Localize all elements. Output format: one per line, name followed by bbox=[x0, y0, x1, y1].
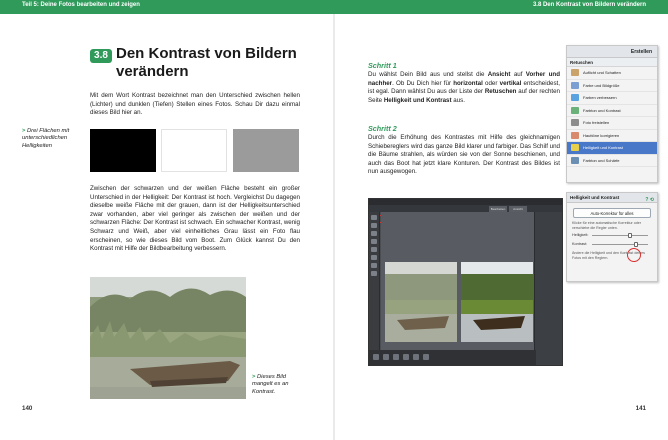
dialog-note: Ändere die Helligkeit und den Kontrast deines Fotos mit den Reglern. bbox=[572, 251, 645, 260]
panel-item-label: Farben verbessern bbox=[583, 95, 617, 101]
app-panels bbox=[534, 212, 562, 366]
panel-item-label: Hauttöne korrigieren bbox=[583, 132, 620, 138]
panel-item-label: Farbton und Kontrast bbox=[583, 107, 621, 113]
step-2-title: Schritt 2 bbox=[368, 124, 397, 133]
panel-item-label: Helligkeit und Kontrast bbox=[583, 145, 624, 151]
app-canvas bbox=[381, 212, 535, 352]
brightness-slider-knob[interactable] bbox=[628, 233, 632, 238]
contrast-slider-knob[interactable] bbox=[634, 242, 638, 247]
panel-item[interactable] bbox=[567, 80, 657, 93]
panel-item[interactable] bbox=[567, 67, 657, 80]
panel-item[interactable] bbox=[567, 130, 657, 143]
sidenote-swatches: > Drei Flächen mit unterschiedlichen Helligkeiten bbox=[22, 128, 82, 150]
retouch-icon bbox=[571, 107, 579, 114]
header-bar bbox=[0, 0, 668, 14]
panel-item-label: Farbe und Bildgröße bbox=[583, 82, 620, 88]
app-tabs bbox=[369, 205, 562, 212]
app-bottom-bar bbox=[369, 350, 536, 365]
sidenote-photo: > Dieses Bild mangelt es an Kontrast. bbox=[252, 374, 307, 396]
after-image bbox=[461, 262, 533, 342]
panel-item-label: Foto freistellen bbox=[583, 120, 610, 126]
panel-item[interactable] bbox=[567, 155, 657, 168]
step-2-text: Durch die Erhöhung des Kontrastes mit Hilfe des gleichnamigen Schiebereglers wird das ganze Bild klarer und farbiger. Das Schilf und die Bäume strahlen, als würden sie von der Sonne beschienen, und auch das Boot hat jetzt klare Konturen. Der Kontrast des Bildes ist nun ausgewogen. bbox=[368, 134, 560, 176]
dialog-description: Klicke für eine automatische Korrektur oder verschiebe die Regler unten. bbox=[572, 221, 641, 230]
contrast-slider[interactable]: Kontrast: bbox=[572, 241, 652, 248]
tab-view[interactable]: Ansicht bbox=[509, 206, 527, 212]
boat-photo bbox=[90, 277, 246, 399]
retouch-icon bbox=[571, 119, 579, 126]
chapter-number: 3.8 bbox=[90, 49, 112, 63]
brightness-contrast-dialog bbox=[566, 192, 658, 282]
retouch-icon bbox=[571, 94, 579, 101]
before-image bbox=[385, 262, 457, 342]
tab-edit[interactable]: Bearbeiten bbox=[490, 207, 506, 211]
retouch-panel bbox=[566, 45, 658, 183]
retouch-icon bbox=[571, 132, 579, 139]
panel-item[interactable] bbox=[567, 117, 657, 130]
panel-title: Erstellen bbox=[567, 46, 657, 58]
swatch-gray bbox=[233, 129, 299, 172]
page-number-right: 141 bbox=[635, 405, 646, 412]
swatch-black bbox=[90, 129, 156, 172]
step-1-title: Schritt 1 bbox=[368, 61, 397, 70]
header-left: Teil 5: Deine Fotos bearbeiten und zeigen bbox=[22, 2, 140, 8]
retouch-icon bbox=[571, 69, 579, 76]
retouch-icon bbox=[571, 144, 579, 151]
panel-item-label: Auflicht und Schatten bbox=[583, 70, 621, 76]
intro-paragraph: Mit dem Wort Kontrast bezeichnet man den Unterschied zwischen hellen (Lichter) und dunklen (Tiefen) Stellen eines Fotos. Schau Dir dazu einmal dieses Bild hier an. bbox=[90, 92, 300, 117]
highlight-circle bbox=[627, 248, 641, 262]
panel-section: Retuschen bbox=[567, 58, 657, 67]
panel-item[interactable] bbox=[567, 105, 657, 118]
page-number-left: 140 bbox=[22, 405, 33, 412]
editor-screenshot bbox=[368, 198, 563, 366]
dialog-help-icon[interactable]: ? ⟲ bbox=[645, 197, 654, 203]
brightness-slider[interactable]: Helligkeit: bbox=[572, 232, 652, 239]
panel-item-label: Farbton und Schärfe bbox=[583, 157, 620, 163]
dialog-title: Helligkeit und Kontrast ? ⟲ bbox=[567, 193, 657, 203]
app-toolbar bbox=[369, 212, 380, 352]
panel-item[interactable] bbox=[567, 92, 657, 105]
retouch-icon bbox=[571, 82, 579, 89]
panel-item[interactable] bbox=[567, 142, 657, 155]
auto-correct-button[interactable]: Auto-Korrektur für alles bbox=[573, 208, 651, 218]
retouch-icon bbox=[571, 157, 579, 164]
header-right: 3.8 Den Kontrast von Bildern verändern bbox=[532, 2, 646, 8]
body-paragraph: Zwischen der schwarzen und der weißen Fläche besteht ein großer Unterschied in der Helligkeit: Der Kontrast ist hoch. Vergleichst Du dagegen dieselbe weiße Fläche mit der grauen, dann ist der Helligkeitsunterschied zwar vorhanden, aber viel geringer als zwischen der weißen und der schwarzen Fläche: Der Kontrast ist schwach. Ein schwacher Kontrast, wenig Schwarz und Weiß, aber viel einheitliches Grau lässt ein Foto flau erscheinen, so wie dieses Bild vom Boot. Zum Glück kannst Du den Kontrast mit Hilfe der Bildbearbeitung verbessern. bbox=[90, 185, 300, 253]
swatch-white bbox=[161, 129, 227, 172]
chapter-title: Den Kontrast von Bildern verändern bbox=[116, 45, 297, 80]
page-gutter bbox=[333, 14, 335, 440]
step-1-text: Du wählst Dein Bild aus und stellst die Ansicht auf Vorher und nachher. Ob Du Dich hier für horizontal oder vertikal entscheidest, ist egal. Dann wählst Du aus der Liste der Retuschen auf der rechten Seite Helligkeit und Kontrast aus. bbox=[368, 71, 560, 104]
